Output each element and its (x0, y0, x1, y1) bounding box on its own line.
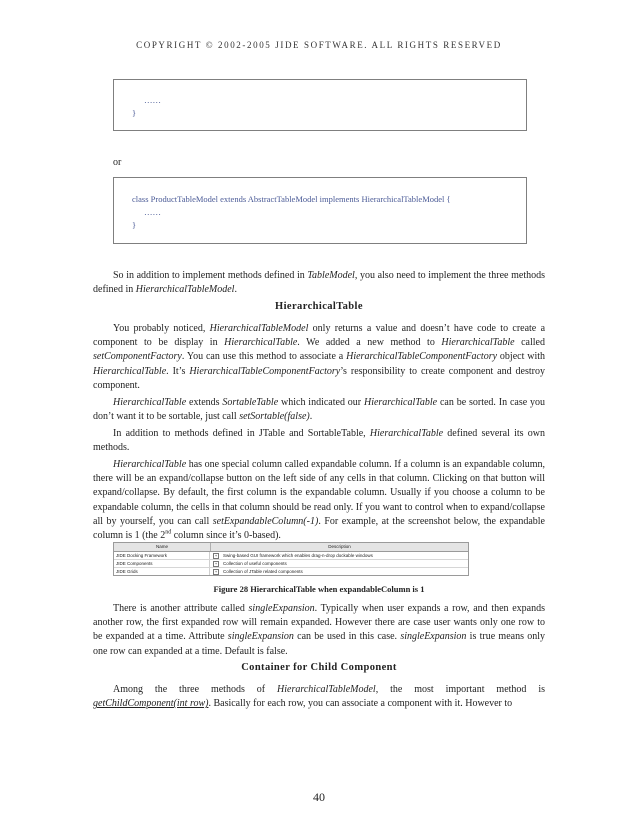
code-line: } (132, 108, 137, 118)
name-cell: JIDE Components (114, 560, 210, 567)
paragraph: In addition to methods defined in JTable and SortableTable, HierarchicalTable defined several its own methods. (93, 428, 545, 454)
expand-icon: + (214, 560, 218, 566)
page-header: COPYRIGHT © 2002-2005 JIDE SOFTWARE. ALL RIGHTS RESERVED (136, 40, 502, 50)
name-cell: JIDE Docking Framework (114, 552, 210, 559)
figure-caption: Figure 28 HierarchicalTable when expandableColumn is 1 (213, 584, 425, 594)
section-heading: HierarchicalTable (275, 301, 363, 312)
table-row (114, 568, 468, 575)
code-line: …… (144, 95, 161, 105)
paragraph: HierarchicalTable has one special column called expandable column. If a column is an expandable column, there will be an expand/collapse button on the left side of any cells in that column. Clicking on that button will expand/collapse. By default, the first column is the expandable column. Usually if you choose a column to be expandable column, the cells in that column should be read only. If you want to control when to expand/collapse all by yourself, you can call setExpandableColumn(-1). For example, at the screenshot below, the expandable column is 1 (the 2nd column since it’s 0-based). (93, 459, 545, 542)
table-row (114, 560, 468, 568)
column-header-description: Description (328, 544, 351, 549)
table-header (114, 543, 468, 552)
description-cell: + Collection of useful components (214, 560, 287, 566)
description-cell: + Collection of JTable related components (214, 568, 303, 574)
section-heading: Container for Child Component (241, 662, 397, 673)
description-cell: + Swing-based GUI framework which enables drag-n-drop dockable windows (214, 552, 373, 558)
paragraph: Among the three methods of HierarchicalTableModel, the most important method is getChildComponent(int row). Basically for each row, you can associate a component with it. However to (93, 684, 545, 710)
code-line: } (132, 220, 137, 230)
expand-icon: + (214, 552, 218, 558)
paragraph: HierarchicalTable extends SortableTable which indicated our HierarchicalTable can be sorted. In case you don’t want it to be sortable, just call setSortable(false). (93, 397, 546, 423)
name-cell: JIDE Grids (114, 568, 210, 575)
paragraph: There is another attribute called singleExpansion. Typically when user expands a row, and then expands another row, the first expanded row will remain expanded. However there are case user wants only one row to be expanded at a time. Attribute singleExpansion can be used in this case. singleExpansion is true means only one row can expanded at a time. Default is false. (93, 603, 546, 657)
code-line: class ProductTableModel extends AbstractTableModel implements HierarchicalTableModel { (132, 194, 451, 204)
paragraph: You probably noticed, HierarchicalTableModel only returns a value and doesn’t have code to create a component to be display in HierarchicalTable. We added a new method to HierarchicalTable called setComponentFactory. You can use this method to associate a HierarchicalTableComponentFactory object with HierarchicalTable. It’s HierarchicalTableComponentFactory’s responsibility to create component and destroy component. (93, 323, 546, 391)
expand-icon: + (214, 568, 218, 574)
column-header-name: Name (114, 543, 211, 551)
hierarchical-table-screenshot (113, 542, 469, 576)
code-block-2 (113, 177, 527, 244)
code-block-1 (113, 79, 527, 131)
or-text: or (113, 157, 122, 168)
code-line: …… (144, 207, 161, 217)
paragraph: So in addition to implement methods defined in TableModel, you also need to implement the three methods defined in HierarchicalTableModel. (93, 270, 546, 296)
page-number: 40 (313, 790, 325, 804)
table-row (114, 552, 468, 560)
